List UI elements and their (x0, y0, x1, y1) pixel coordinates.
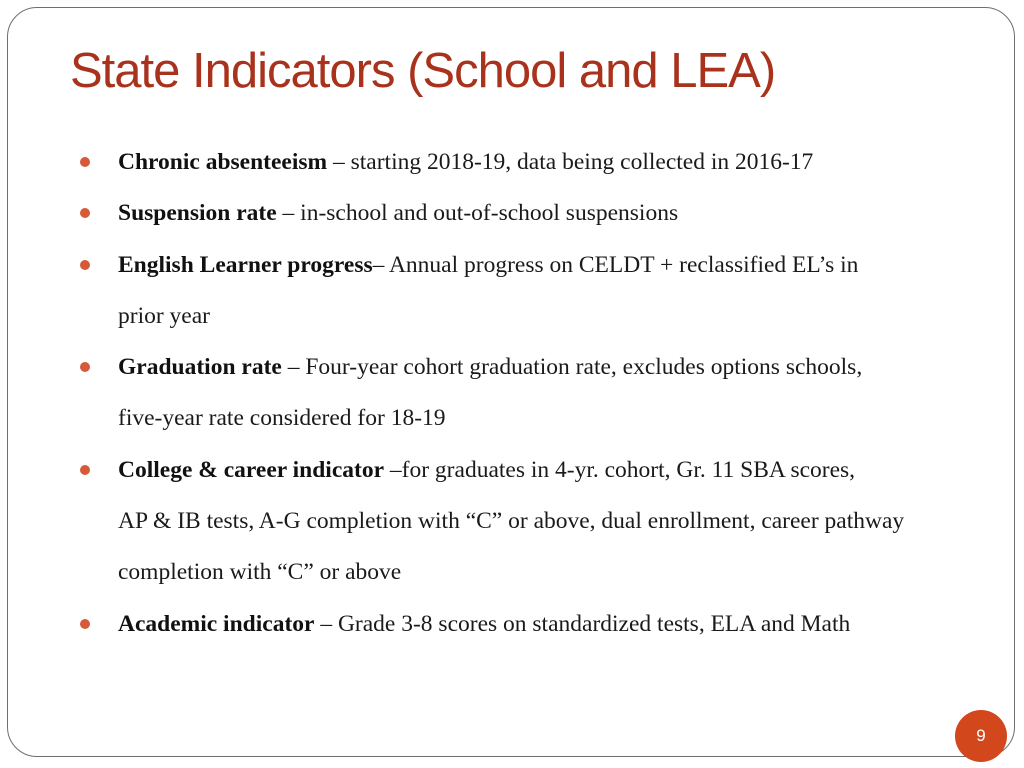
bullet-text: – starting 2018-19, data being collected in 2016-17 (327, 149, 814, 175)
bullet-term: College & career indicator (118, 456, 385, 483)
bullet-chronic-absenteeism (80, 137, 980, 188)
bullet-text: – Annual progress on CELDT + reclassified EL’s in (372, 251, 859, 278)
bullet-college-career-indicator (80, 445, 980, 599)
bullet-text-continued: five-year rate considered for 18-19 (118, 405, 446, 432)
bullet-text: – Four-year cohort graduation rate, excludes options schools, (281, 354, 863, 381)
bullet-text-continued: prior year (118, 302, 210, 329)
bullet-dot-icon (80, 260, 90, 270)
bullet-dot-icon (80, 157, 90, 167)
bullet-term: English Learner progress (118, 251, 373, 278)
bullet-dot-icon (80, 465, 90, 475)
bullet-dot-icon (80, 619, 90, 629)
bullet-term: Academic indicator (118, 610, 315, 637)
bullet-text: – Grade 3-8 scores on standardized tests, ELA and Math (314, 610, 851, 637)
slide (7, 7, 1015, 757)
bullet-english-learner-progress (80, 240, 980, 343)
bullet-text-continued: completion with “C” or above (118, 559, 402, 586)
bullet-academic-indicator (80, 599, 980, 650)
bullet-text: –for graduates in 4-yr. cohort, Gr. 11 SBA scores, (384, 456, 856, 483)
indicator-list (80, 137, 980, 650)
bullet-suspension-rate (80, 188, 980, 239)
page-number-badge: 9 (955, 710, 1007, 762)
bullet-dot-icon (80, 362, 90, 372)
slide-title: State Indicators (School and LEA) (70, 44, 776, 98)
bullet-text: – in-school and out-of-school suspensions (276, 200, 679, 227)
bullet-text-continued: AP & IB tests, A-G completion with “C” or above, dual enrollment, career pathway (118, 508, 905, 535)
bullet-term: Suspension rate (118, 200, 277, 227)
bullet-graduation-rate (80, 342, 980, 445)
bullet-term: Chronic absenteeism (118, 149, 328, 175)
bullet-term: Graduation rate (118, 354, 282, 381)
bullet-dot-icon (80, 208, 90, 218)
